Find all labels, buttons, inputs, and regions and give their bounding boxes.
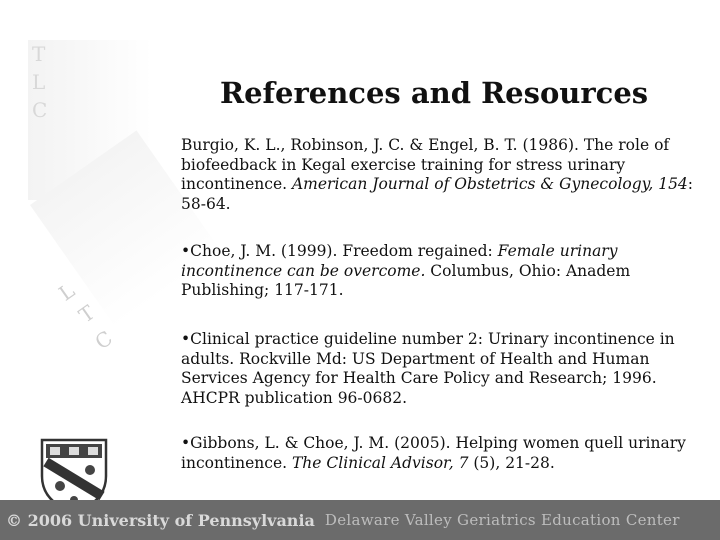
watermark-letter: C <box>90 325 117 355</box>
footer-organization: Delaware Valley Geriatrics Education Center <box>324 511 680 529</box>
reference-item: •Gibbons, L. & Choe, J. M. (2005). Helping women quell urinary incontinence. The Clinical Advisor, 7 (5), 21-28. <box>181 434 686 472</box>
page-title: References and Resources <box>220 76 649 110</box>
reference-item: •Clinical practice guideline number 2: Urinary incontinence in adults. Rockville Md: US Department of Health and Human Services Agency for Health Care Policy and Research; 1996. AHCPR publication 96-0682. <box>181 330 675 407</box>
watermark-letter: L <box>32 70 46 94</box>
watermark-letter: L <box>54 278 79 306</box>
watermark-letter: T <box>32 42 46 66</box>
reference-item: •Choe, J. M. (1999). Freedom regained: Female urinary incontinence can be overcome. Columbus, Ohio: Anadem Publishing; 117-171. <box>181 242 631 299</box>
footer-bar <box>0 500 720 540</box>
reference-item: Burgio, K. L., Robinson, J. C. & Engel, B. T. (1986). The role of biofeedback in Kegal exercise training for stress urinary incontinence. American Journal of Obstetrics & Gynecology, 154: 58-64. <box>181 136 694 213</box>
watermark-letter: C <box>32 98 48 122</box>
watermark-letter: T <box>74 300 100 328</box>
footer-copyright: © 2006 University of Pennsylvania <box>6 510 315 530</box>
